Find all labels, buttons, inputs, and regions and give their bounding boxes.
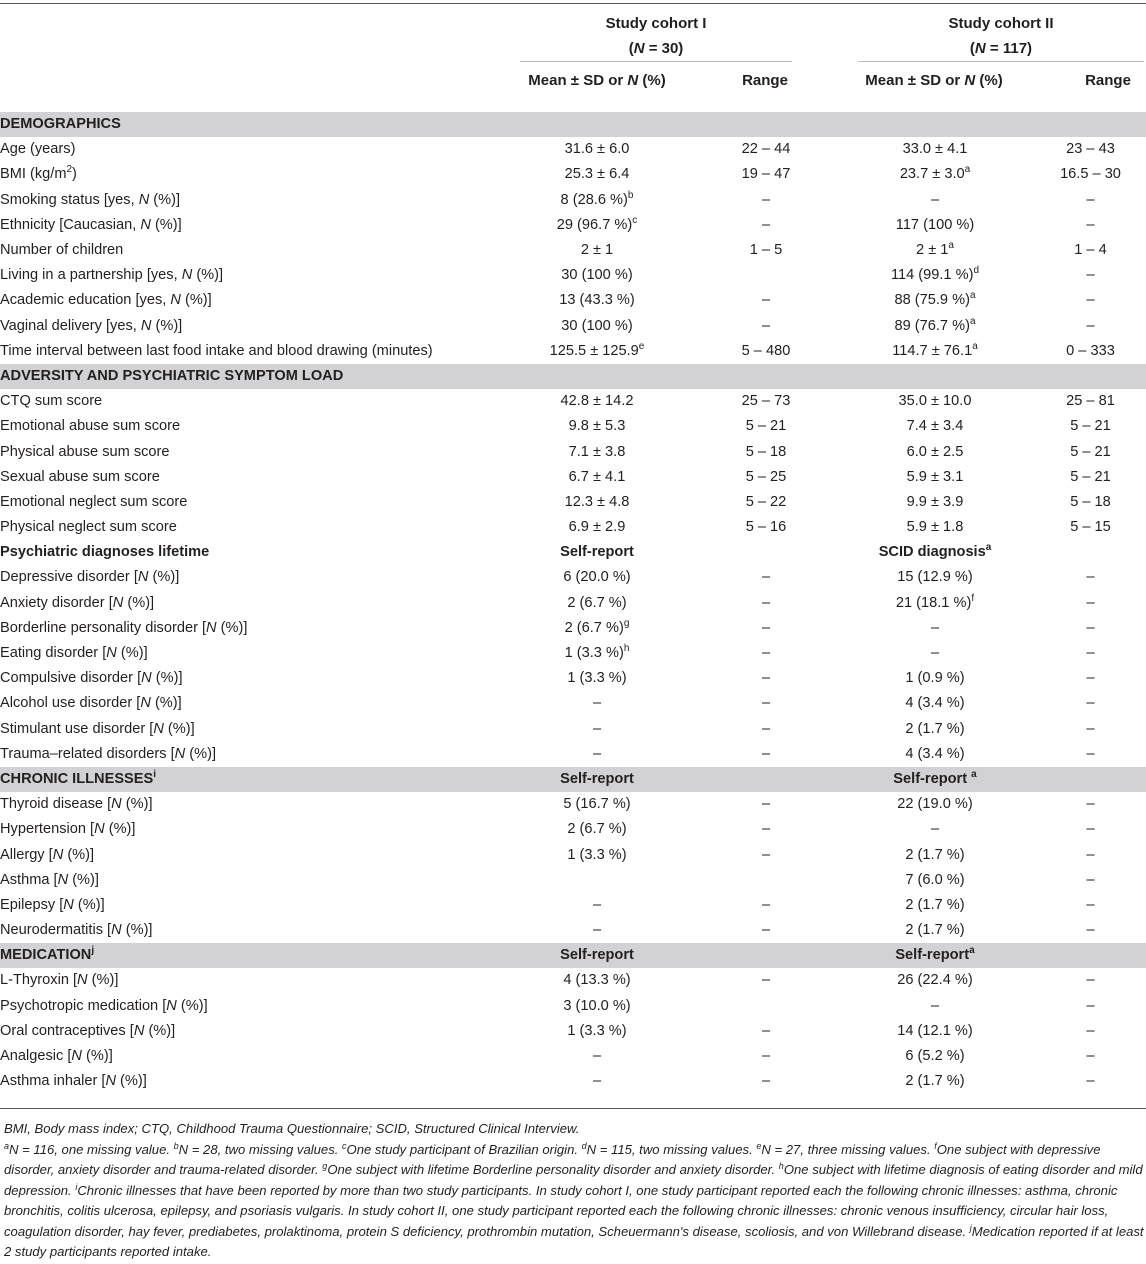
footnote-mark: j: [969, 1222, 972, 1233]
section-header-row: [0, 364, 1146, 389]
cohort1-range-cell: –: [761, 594, 771, 611]
cohort2-range-cell: 16.5 – 30: [1060, 166, 1121, 183]
subheader-row: [0, 540, 1146, 565]
cohort2-underline: [858, 61, 1144, 62]
cohort2-range-cell: 5 – 21: [1070, 418, 1111, 435]
cohort1-mean-cell: –: [592, 720, 602, 737]
row-label: Trauma–related disorders [N (%)]: [0, 745, 217, 762]
cohort1-range-cell: –: [761, 896, 771, 913]
cohort1-range-cell: –: [761, 745, 771, 762]
cohort1-range-cell: –: [761, 846, 771, 863]
cohort1-range-cell: –: [761, 645, 771, 662]
cohort1-range-cell: –: [761, 821, 771, 838]
cohort1-range-cell: 5 – 22: [745, 493, 787, 510]
cohort2-mean-cell: –: [930, 997, 940, 1014]
row-label: Physical abuse sum score: [0, 443, 170, 460]
row-label: Alcohol use disorder [N (%)]: [0, 695, 182, 712]
cohort1-mean-cell: 7.1 ± 3.8: [568, 443, 626, 460]
cohort1-mean-header: Mean ± SD or N (%): [528, 72, 666, 89]
cohort2-range-cell: –: [1086, 720, 1095, 737]
cohort1-mean-cell: 1 (3.3 %): [567, 670, 627, 687]
cohort2-range-cell: 23 – 43: [1066, 141, 1115, 158]
cohort2-mean-cell: 114.7 ± 76.1$^a$: [892, 340, 978, 359]
cohort2-mean-cell: 4 (3.4 %): [905, 695, 965, 712]
footnote-mark: a: [985, 542, 992, 554]
table-row: [0, 314, 1146, 339]
cohort2-range-cell: 5 – 21: [1070, 468, 1111, 485]
cohort2-range-cell: [1035, 364, 1146, 389]
section-header-row: [0, 943, 1146, 968]
cohort1-range-cell: –: [761, 1022, 771, 1039]
row-label: Eating disorder [N (%)]: [0, 645, 148, 662]
cohort1-mean-cell: 25.3 ± 6.4: [564, 166, 630, 183]
table-row: [0, 263, 1146, 288]
cohort2-range-cell: –: [1086, 796, 1095, 813]
cohort1-mean-cell: 12.3 ± 4.8: [564, 493, 630, 510]
cohort2-mean-header: Mean ± SD or N (%): [865, 72, 1003, 89]
cohort1-range-cell: 19 – 47: [741, 166, 791, 183]
cohort2-mean-cell: [835, 112, 1035, 137]
cohort2-mean-cell: 6 (5.2 %): [905, 1048, 965, 1065]
row-label: Emotional abuse sum score: [0, 418, 181, 435]
row-label: Sexual abuse sum score: [0, 468, 160, 485]
row-label: BMI $(kg/m^2)$: [0, 164, 77, 183]
cohort1-range-cell: –: [761, 619, 771, 636]
footnote-mark: a: [964, 164, 971, 176]
cohort2-range-cell: –: [1086, 896, 1095, 913]
cohort2-mean-cell: 22 (19.0 %): [897, 796, 973, 813]
row-label: Asthma [N (%)]: [0, 871, 99, 888]
row-label: CHRONIC ILLNESSES$^i$: [0, 767, 497, 792]
cohort2-mean-cell: 89 (76.7 %)$^a$: [894, 315, 976, 334]
table-row: [0, 641, 1146, 666]
row-label: Depressive disorder [N (%)]: [0, 569, 180, 586]
cohort1-mean-cell: 30 (100 %): [561, 317, 633, 334]
row-label: Academic education [yes, N (%)]: [0, 292, 212, 309]
cohort2-range-cell: –: [1086, 670, 1095, 687]
cohort1-range-cell: [697, 943, 835, 968]
table-row: [0, 188, 1146, 213]
cohort1-mean-cell: [497, 364, 697, 389]
cohort2-range-cell: –: [1086, 594, 1095, 611]
cohort2-range-cell: –: [1086, 922, 1095, 939]
table-row: [0, 1069, 1146, 1094]
cohort2-mean-cell: 14 (12.1 %): [897, 1022, 973, 1039]
table-row: [0, 591, 1146, 616]
footnote-text: One subject with lifetime Borderline personality disorder and anxiety disorder.: [327, 1162, 779, 1177]
cohort2-range-cell: [1035, 540, 1146, 565]
footnote-mark: 2: [66, 164, 73, 176]
table-top-rule: [0, 3, 1146, 4]
footnote-mark: i: [75, 1181, 78, 1192]
cohort1-mean-cell: 31.6 ± 6.0: [564, 141, 630, 158]
cohort1-mean-cell: 13 (43.3 %): [559, 292, 635, 309]
footnote-mark: i: [153, 768, 157, 780]
footnote-mark: g: [322, 1161, 328, 1171]
cohort1-range-cell: [697, 263, 835, 288]
cohort2-range-cell: –: [1086, 871, 1095, 888]
cohort1-mean-cell: 1 (3.3 %): [567, 846, 627, 863]
footnote-mark: e: [756, 1140, 762, 1151]
cohort2-range-cell: –: [1086, 695, 1095, 712]
cohort2-range-cell: [1035, 943, 1146, 968]
cohort2-mean-cell: 9.9 ± 3.9: [906, 493, 964, 510]
footnote-mark: f: [971, 592, 975, 604]
cohort2-range-cell: 5 – 18: [1070, 493, 1111, 510]
section-header-row: [0, 767, 1146, 792]
row-label: CTQ sum score: [0, 393, 103, 410]
table-row: [0, 137, 1146, 162]
row-label: Psychotropic medication [N (%)]: [0, 997, 208, 1014]
cohort1-range-cell: –: [761, 569, 771, 586]
cohort1-range-cell: –: [761, 922, 771, 939]
cohort2-mean-cell: 88 (75.9 %)$^a$: [894, 290, 976, 309]
cohort1-range-header: Range: [742, 72, 788, 89]
cohort1-mean-cell: –: [592, 896, 602, 913]
table-row: [0, 742, 1146, 767]
cohort1-mean-cell: 8 (28.6 %)$^b$: [560, 189, 634, 208]
footnote-list: [4, 1140, 1144, 1263]
cohort2-range-cell: 25 – 81: [1066, 393, 1115, 410]
footnote-mark: h: [623, 643, 630, 655]
footnote-mark: a: [4, 1140, 10, 1151]
cohort1-range-cell: 25 – 73: [741, 393, 791, 410]
cohort1-mean-cell: 9.8 ± 5.3: [568, 418, 626, 435]
cohort2-range-cell: –: [1086, 997, 1095, 1014]
cohort1-range-cell: [697, 994, 835, 1019]
cohort2-range-cell: –: [1086, 317, 1095, 334]
cohort2-range-cell: –: [1086, 846, 1095, 863]
row-label: Anxiety disorder [N (%)]: [0, 594, 155, 611]
cohort1-range-cell: 5 – 18: [745, 443, 787, 460]
footnote-abbreviations: BMI, Body mass index; CTQ, Childhood Trauma Questionnaire; SCID, Structured Clinical Interview.: [4, 1121, 580, 1136]
cohort2-range-cell: –: [1086, 1048, 1095, 1065]
cohort2-range-cell: –: [1086, 1022, 1095, 1039]
cohort2-range-cell: –: [1086, 821, 1095, 838]
table-row: [0, 994, 1146, 1019]
row-label: ADVERSITY AND PSYCHIATRIC SYMPTOM LOAD: [0, 364, 497, 389]
cohort2-mean-cell: 1 (0.9 %): [905, 670, 965, 687]
row-label: Asthma inhaler [N (%)]: [0, 1073, 147, 1090]
row-label: Vaginal delivery [yes, N (%)]: [0, 317, 183, 334]
cohort1-range-cell: –: [761, 191, 771, 208]
cohort2-mean-cell: Self-report$^a$: [835, 943, 1035, 968]
cohort1-mean-cell: 6.7 ± 4.1: [568, 468, 626, 485]
footnote-mark: a: [971, 768, 977, 780]
cohort2-mean-cell: 2 (1.7 %): [905, 1073, 965, 1090]
cohort2-range-cell: –: [1086, 1073, 1095, 1090]
cohort2-mean-cell: 114 (99.1 %)$^d$: [890, 265, 980, 284]
footnote-mark: a: [969, 945, 975, 957]
cohort2-range-cell: –: [1086, 569, 1095, 586]
footnote-mark: a: [969, 290, 976, 302]
cohort2-mean-cell: 26 (22.4 %): [897, 972, 973, 989]
cohort1-mean-cell: –: [592, 745, 602, 762]
cohort1-mean-cell: [497, 112, 697, 137]
row-label: Ethnicity [Caucasian, N (%)]: [0, 216, 182, 233]
cohort2-mean-cell: 2 (1.7 %): [905, 922, 965, 939]
table-row: [0, 691, 1146, 716]
cohort1-range-cell: –: [761, 1048, 771, 1065]
footnote-mark: d: [973, 265, 980, 277]
cohort1-range-cell: [697, 868, 835, 893]
cohort2-range-cell: 5 – 15: [1070, 519, 1111, 536]
footnote-mark: a: [969, 315, 976, 327]
cohort1-range-cell: [697, 364, 835, 389]
table-row: [0, 717, 1146, 742]
footnote-text: N = 115, two missing values.: [586, 1141, 757, 1157]
cohort2-mean-cell: 5.9 ± 1.8: [906, 519, 964, 536]
table-row: [0, 792, 1146, 817]
table-row: [0, 565, 1146, 590]
row-label: L-Thyroxin [N (%)]: [0, 972, 119, 989]
cohort1-mean-cell: –: [592, 1048, 602, 1065]
footnote-mark: b: [627, 189, 634, 201]
cohort1-range-cell: –: [761, 317, 771, 334]
row-label: Psychiatric diagnoses lifetime: [0, 544, 210, 561]
table-row: [0, 1019, 1146, 1044]
row-label: Physical neglect sum score: [0, 519, 177, 536]
footnote-mark: h: [778, 1161, 784, 1171]
cohort2-mean-cell: 6.0 ± 2.5: [906, 443, 964, 460]
cohort2-mean-cell: 23.7 ± 3.0$^a$: [899, 164, 971, 183]
table-row: [0, 868, 1146, 893]
cohort1-mean-cell: 5 (16.7 %): [563, 796, 631, 813]
footnote-text: N = 27, three missing values.: [761, 1141, 935, 1157]
cohort2-range-cell: –: [1086, 645, 1095, 662]
cohort2-range-cell: –: [1086, 267, 1095, 284]
table-row: [0, 918, 1146, 943]
table-footnotes: [4, 1119, 1144, 1263]
cohort1-mean-cell: 2 (6.7 %)$^g$: [564, 617, 630, 636]
cohort2-mean-cell: SCID diagnosis$^a$: [878, 542, 992, 561]
cohort1-range-cell: 5 – 25: [745, 468, 787, 485]
cohort2-mean-cell: 15 (12.9 %): [897, 569, 973, 586]
cohort2-range-header: Range: [1085, 72, 1131, 89]
cohort1-mean-cell: –: [592, 695, 602, 712]
cohort1-mean-cell: 29 (96.7 %)$^c$: [556, 214, 638, 233]
cohort1-mean-cell: –: [592, 922, 602, 939]
cohort2-mean-cell: $2 \pm 1^a$: [916, 240, 954, 259]
cohort2-range-cell: [1035, 112, 1146, 137]
cohort2-title: Study cohort II: [948, 15, 1054, 32]
footnote-mark: f: [934, 1140, 937, 1151]
footnote-mark: c: [632, 214, 638, 226]
cohort1-range-cell: 5 – 21: [745, 418, 787, 435]
row-label: Hypertension [N (%)]: [0, 821, 136, 838]
cohort1-mean-cell: 2 (6.7 %): [567, 821, 627, 838]
cohort2-range-cell: –: [1086, 745, 1095, 762]
cohort2-mean-cell: 2 (1.7 %): [905, 720, 965, 737]
cohort1-range-cell: –: [761, 972, 771, 989]
cohort1-mean-cell: 6 (20.0 %): [563, 569, 631, 586]
row-label: Thyroid disease [N (%)]: [0, 796, 153, 813]
table-row: [0, 439, 1146, 464]
cohort2-range-cell: –: [1086, 619, 1095, 636]
row-label: MEDICATION$^j$: [0, 943, 497, 968]
footnote-mark: c: [342, 1140, 347, 1151]
cohort2-mean-cell: 2 (1.7 %): [905, 896, 965, 913]
cohort1-range-cell: [697, 540, 835, 565]
cohort2-range-cell: 0 – 333: [1066, 342, 1115, 359]
cohort2-mean-cell: –: [930, 821, 940, 838]
row-label: Epilepsy [N (%)]: [0, 896, 105, 913]
cohort2-range-cell: 5 – 21: [1070, 443, 1111, 460]
footnote-mark: j: [91, 945, 95, 957]
cohort2-mean-cell: 7 (6.0 %): [905, 871, 965, 888]
row-label: DEMOGRAPHICS: [0, 112, 497, 137]
table-row: [0, 893, 1146, 918]
cohort1-mean-cell: 4 (13.3 %): [563, 972, 631, 989]
footnote-mark: e: [638, 340, 645, 352]
table-row: [0, 666, 1146, 691]
table-row: [0, 339, 1146, 364]
row-label: Compulsive disorder [N (%)]: [0, 670, 183, 687]
row-label: Oral contraceptives [N (%)]: [0, 1022, 176, 1039]
row-label: Neurodermatitis [N (%)]: [0, 922, 153, 939]
cohort1-mean-cell: –: [592, 1073, 602, 1090]
cohort1-range-cell: –: [761, 292, 771, 309]
cohort2-range-cell: –: [1086, 191, 1095, 208]
footnote-mark: b: [173, 1140, 179, 1151]
cohort1-range-cell: –: [761, 720, 771, 737]
cohort1-mean-cell: 2 ± 1: [580, 242, 614, 259]
cohort2-n: (N = 117): [969, 40, 1033, 57]
cohort2-mean-cell: 33.0 ± 4.1: [902, 141, 968, 158]
footnote-text: One subject with lifetime diagnosis of eating disorder and mild depression.: [4, 1162, 1143, 1198]
table-row: [0, 968, 1146, 993]
cohort2-mean-cell: 5.9 ± 3.1: [906, 468, 964, 485]
footnote-text: One subject with depressive disorder, anxiety disorder and trauma-related disorder.: [4, 1141, 1101, 1177]
row-label: Time interval between last food intake and blood drawing (minutes): [0, 342, 433, 359]
table-row: [0, 515, 1146, 540]
cohort1-range-cell: 5 – 480: [741, 342, 791, 359]
cohort1-range-cell: –: [761, 1073, 771, 1090]
cohort1-mean-cell: 6.9 ± 2.9: [568, 519, 626, 536]
table-row: [0, 817, 1146, 842]
row-label: Number of children: [0, 242, 124, 259]
cohort1-mean-cell: 3 (10.0 %): [563, 997, 631, 1014]
cohort1-mean-cell: 125.5 ± 125.9$^e$: [549, 340, 645, 359]
cohort2-range-cell: –: [1086, 216, 1095, 233]
cohort2-mean-cell: 2 (1.7 %): [905, 846, 965, 863]
cohort1-mean-cell: 2 (6.7 %): [567, 594, 627, 611]
cohort2-mean-cell: 117 (100 %): [895, 216, 975, 233]
row-label: Age (years): [0, 141, 76, 158]
cohort1-mean-cell: 1 (3.3 %): [567, 1022, 627, 1039]
table-body: [0, 112, 1146, 1094]
cohort2-mean-cell: 7.4 ± 3.4: [906, 418, 964, 435]
cohort1-mean-cell: 1 (3.3 %)$^h$: [564, 643, 630, 662]
cohort2-mean-cell: 4 (3.4 %): [905, 745, 965, 762]
row-label: Borderline personality disorder [N (%)]: [0, 619, 248, 636]
cohort1-underline: [520, 61, 792, 62]
row-label: Stimulant use disorder [N (%)]: [0, 720, 195, 737]
cohort2-mean-cell: Self-report $^a$: [835, 767, 1035, 792]
cohort1-range-cell: 5 – 16: [745, 519, 787, 536]
cohort2-range-cell: –: [1086, 292, 1095, 309]
cohort1-mean-cell: Self-report: [497, 767, 697, 792]
table-row: [0, 389, 1146, 414]
table-row: [0, 1044, 1146, 1069]
cohort1-mean-cell: 42.8 ± 14.2: [560, 393, 634, 410]
table-row: [0, 213, 1146, 238]
cohort1-range-cell: 22 – 44: [741, 141, 791, 158]
cohort1-range-cell: –: [761, 216, 771, 233]
cohort2-range-cell: 1 – 4: [1074, 242, 1107, 259]
cohort-table: [0, 112, 1146, 1094]
footnote-mark: a: [948, 240, 954, 252]
footnote-text: N = 116, one missing value.: [9, 1141, 174, 1157]
table-row: [0, 465, 1146, 490]
cohort1-range-cell: –: [761, 695, 771, 712]
cohort2-mean-cell: 35.0 ± 10.0: [898, 393, 972, 410]
cohort1-mean-cell: 30 (100 %): [561, 267, 633, 284]
cohort1-mean-cell: Self-report: [497, 943, 697, 968]
cohort1-range-cell: [697, 767, 835, 792]
row-label: Allergy [N (%)]: [0, 846, 95, 863]
footnote-mark: d: [581, 1140, 587, 1151]
cohort2-mean-cell: 21 (18.1 %)$^f$: [895, 592, 975, 611]
cohort1-mean-cell: [497, 868, 697, 893]
footnote-mark: g: [623, 617, 630, 629]
cohort1-range-cell: –: [761, 670, 771, 687]
row-label: Living in a partnership [yes, N (%)]: [0, 267, 224, 284]
cohort1-mean-cell: Self-report: [560, 544, 634, 561]
cohort1-n: (N = 30): [628, 40, 684, 57]
cohort1-range-cell: 1 – 5: [749, 242, 783, 259]
cohort2-mean-cell: –: [930, 191, 940, 208]
section-header-row: [0, 112, 1146, 137]
cohort1-range-cell: [697, 112, 835, 137]
footnote-text: Medication reported if at least 2 study participants reported intake.: [4, 1223, 1144, 1259]
table-row: [0, 288, 1146, 313]
cohort2-mean-cell: –: [930, 619, 940, 636]
table-row: [0, 490, 1146, 515]
table-bottom-rule: [0, 1108, 1146, 1109]
footnote-text: N = 28, two missing values.: [178, 1141, 343, 1157]
cohort2-range-cell: [1035, 767, 1146, 792]
cohort2-mean-cell: [835, 364, 1035, 389]
table-row: [0, 238, 1146, 263]
table-row: [0, 842, 1146, 867]
row-label: Emotional neglect sum score: [0, 493, 188, 510]
footnote-mark: a: [972, 340, 978, 352]
footnote-text: Chronic illnesses that have been reported by more than two study participants. In study cohort I, one study participant reported each the following chronic illnesses: asthma, chronic bronchitis, colitis ulcerosa, epilepsy, and psoriasis vulgaris. In study cohort II, one study participant reported each the following chronic illnesses: chronic venous insufficiency, circular hair loss, coagulation disorder, hay fever, prediabetes, prolaktinoma, protein S deficiency, prothrombin mutation, Scheuermann's disease, scoliosis, and von Willebrand disease.: [4, 1182, 1118, 1239]
cohort1-title: Study cohort I: [605, 15, 707, 32]
table-row: [0, 162, 1146, 187]
cohort1-range-cell: –: [761, 796, 771, 813]
cohort2-mean-cell: –: [930, 645, 940, 662]
cohort2-range-cell: –: [1086, 972, 1095, 989]
footnote-text: One study participant of Brazilian origin.: [346, 1141, 582, 1157]
row-label: Smoking status [yes, N (%)]: [0, 191, 181, 208]
row-label: Analgesic [N (%)]: [0, 1048, 113, 1065]
table-row: [0, 414, 1146, 439]
table-row: [0, 616, 1146, 641]
